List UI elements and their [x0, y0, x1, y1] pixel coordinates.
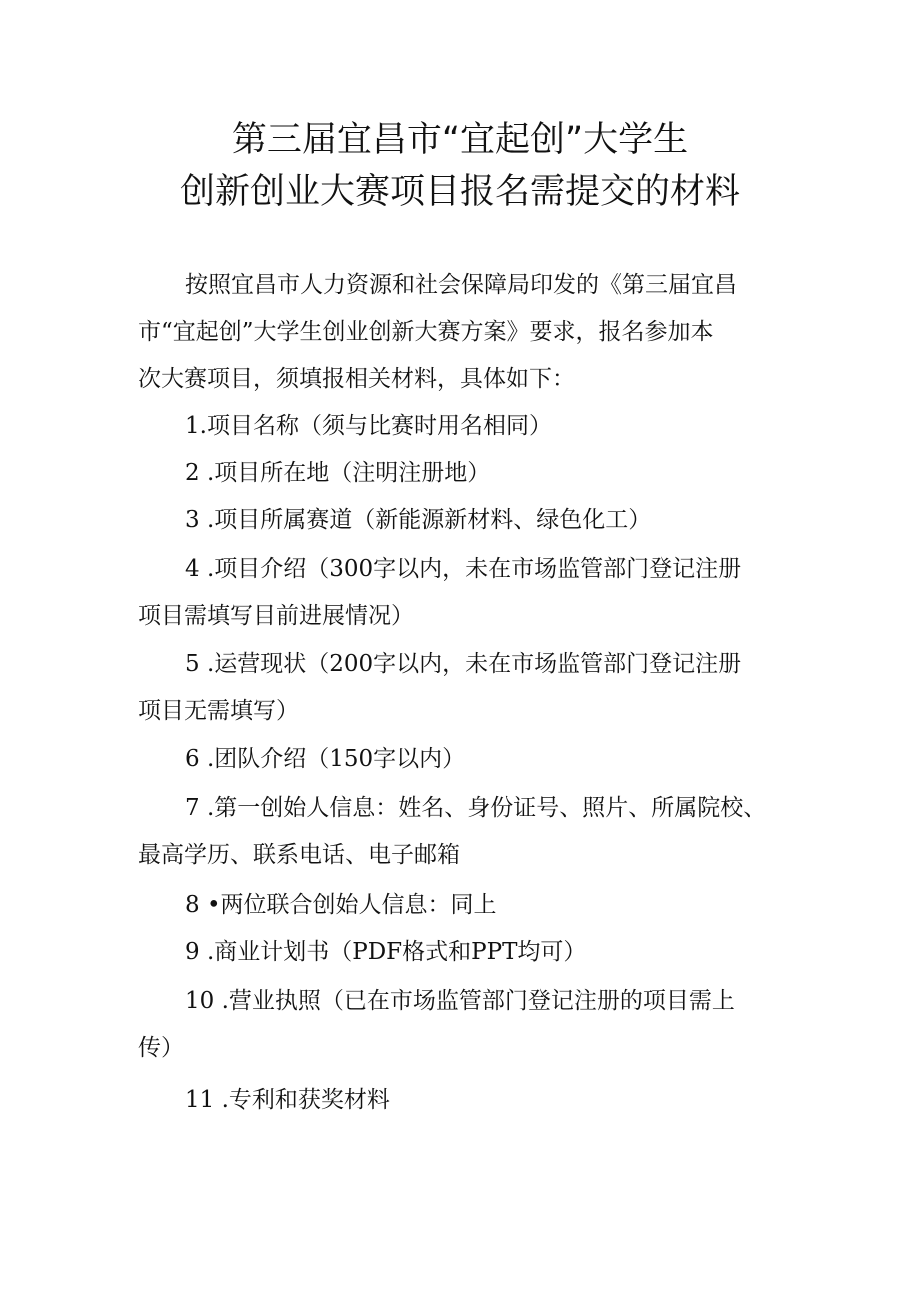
intro-line: 按照宜昌市人力资源和社会保障局印发的《第三届宜昌 — [185, 272, 737, 298]
intro-line: 市“宜起创”大学生创业创新大赛方案》要求，报名参加本 — [138, 319, 714, 345]
list-item-4 — [138, 546, 788, 640]
list-item-text: 3 .项目所属赛道（新能源新材料、绿色化工） — [185, 507, 652, 533]
list-item-1 — [138, 403, 788, 450]
list-item-8 — [138, 882, 788, 929]
list-item-text: 8 •两位联合创始人信息：同上 — [185, 892, 497, 918]
list-item-text: 5 .运营现状（200字以内，未在市场监管部门登记注册 — [185, 651, 742, 677]
list-item-7 — [138, 785, 788, 879]
list-item-text: 1.项目名称（须与比赛时用名相同） — [185, 413, 552, 439]
list-item-text: 6 .团队介绍（150字以内） — [185, 746, 466, 772]
list-item-9 — [138, 929, 788, 976]
list-item-continuation: 最高学历、联系电话、电子邮箱 — [138, 842, 460, 868]
list-item-text: 10 .营业执照（已在市场监管部门登记注册的项目需上 — [185, 988, 735, 1014]
document-title-line1: 第三届宜昌市“宜起创”大学生 — [231, 120, 689, 160]
list-item-text: 7 .第一创始人信息：姓名、身份证号、照片、所属院校、 — [185, 795, 767, 821]
list-item-text: 9 .商业计划书（PDF格式和PPT均可） — [185, 939, 587, 965]
list-item-continuation: 传） — [138, 1035, 184, 1061]
list-item-11 — [138, 1077, 788, 1124]
intro-line: 次大赛项目，须填报相关材料，具体如下： — [138, 366, 575, 392]
document-title-line2: 创新创业大赛项目报名需提交的材料 — [179, 172, 740, 212]
list-item-text: 2 .项目所在地（注明注册地） — [185, 460, 491, 486]
list-item-6 — [138, 736, 788, 783]
list-item-continuation: 项目需填写目前进展情况） — [138, 603, 414, 629]
list-item-text: 11 .专利和获奖材料 — [185, 1087, 390, 1113]
list-item-2 — [138, 450, 788, 497]
list-item-text: 4 .项目介绍（300字以内，未在市场监管部门登记注册 — [185, 556, 742, 582]
list-item-5 — [138, 641, 788, 735]
list-item-10 — [138, 978, 788, 1072]
list-item-3 — [138, 497, 788, 544]
intro-paragraph — [138, 262, 788, 403]
list-item-continuation: 项目无需填写） — [138, 698, 299, 724]
